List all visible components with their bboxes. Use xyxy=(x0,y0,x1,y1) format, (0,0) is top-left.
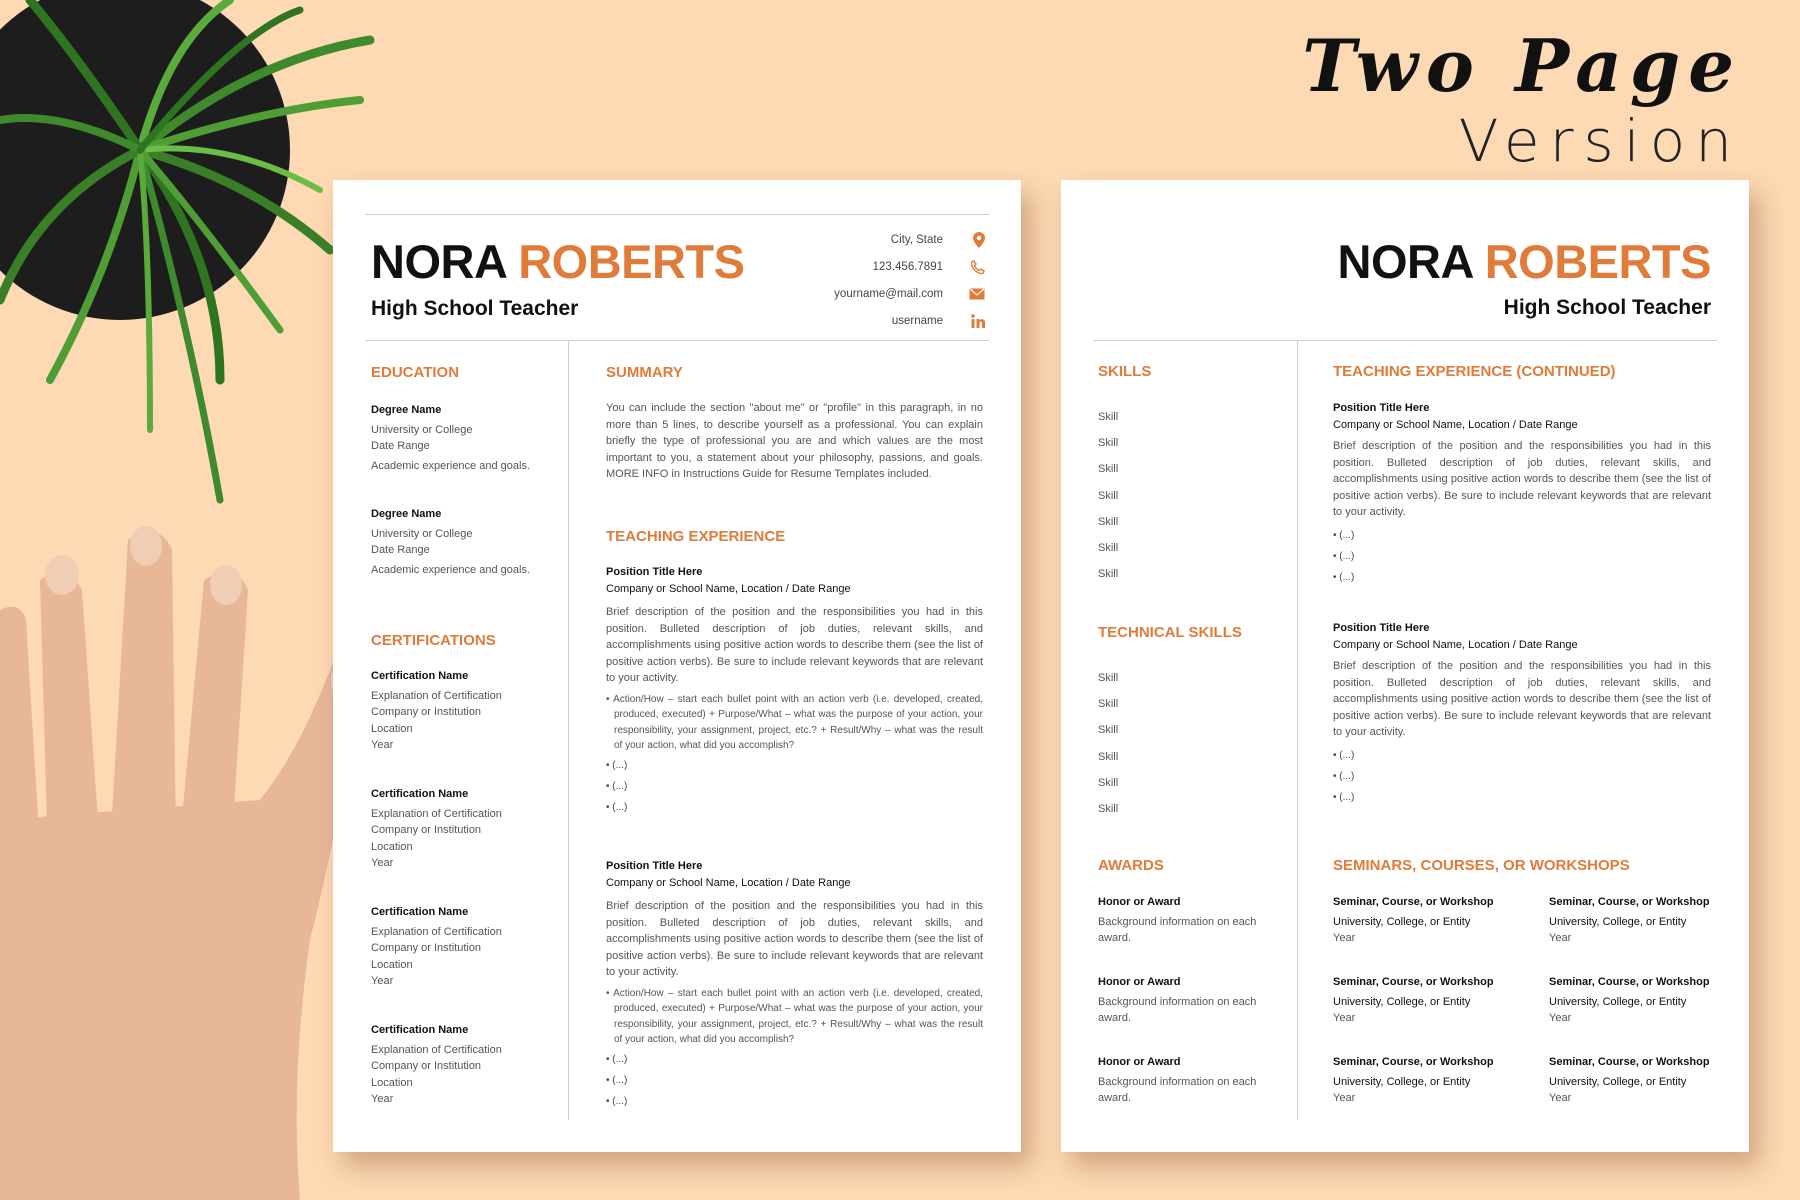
certification-company: Company or Institution xyxy=(371,942,482,954)
position-description: Brief description of the position and the responsibilities you had in this position. Bulleted description of job duties, relevant skills, and accomplishments using positive action words to describe them (see the list of positive action verbs). Be sure to include relevant keywords that are relevant to your activity. xyxy=(1333,660,1711,739)
certification-explanation: Explanation of Certification xyxy=(371,1043,502,1056)
seminar-item xyxy=(1549,974,1749,1027)
position-title: Position Title Here xyxy=(1333,402,1430,414)
resume-page-2 xyxy=(1061,180,1749,1152)
position-company: Company or School Name, Location / Date Range xyxy=(606,876,851,889)
certification-item xyxy=(371,904,561,990)
skill-item: Skill xyxy=(1098,463,1119,476)
certification-name: Certification Name xyxy=(371,906,469,918)
skill-item: Skill xyxy=(1098,698,1119,711)
technical-skills-heading: TECHNICAL SKILLS xyxy=(1098,624,1242,641)
contact-phone xyxy=(725,253,985,280)
seminar-org: University, College, or Entity xyxy=(1549,915,1687,928)
award-info: Background information on each award. xyxy=(1098,1075,1257,1104)
last-name: ROBERTS xyxy=(518,235,745,288)
position-title: Position Title Here xyxy=(606,860,703,872)
mail-icon xyxy=(959,288,985,300)
seminar-year: Year xyxy=(1549,1012,1572,1024)
certification-location: Location xyxy=(371,958,413,971)
education-notes: Academic experience and goals. xyxy=(371,459,530,472)
header-top-rule xyxy=(365,214,989,215)
position-bullet: • (...) xyxy=(606,1053,628,1065)
school-name: University or College xyxy=(371,423,473,436)
skills-heading: SKILLS xyxy=(1098,363,1152,380)
award-name: Honor or Award xyxy=(1098,976,1181,988)
award-item xyxy=(1098,974,1258,1027)
position-header xyxy=(1333,400,1711,433)
seminar-name: Seminar, Course, or Workshop xyxy=(1333,1056,1494,1068)
seminar-item xyxy=(1549,894,1749,947)
certification-name: Certification Name xyxy=(371,788,469,800)
position-bullet: • (...) xyxy=(606,801,628,813)
seminar-item xyxy=(1333,1054,1533,1107)
education-heading: EDUCATION xyxy=(371,364,460,381)
contact-block xyxy=(725,226,985,334)
contact-email[interactable] xyxy=(725,280,985,307)
first-name: NORA xyxy=(371,235,506,288)
award-item xyxy=(1098,1054,1258,1107)
certification-year: Year xyxy=(371,857,394,869)
position-bullet: • (...) xyxy=(606,780,628,792)
awards-heading: AWARDS xyxy=(1098,857,1164,874)
phone-icon xyxy=(959,260,985,274)
email-text[interactable]: yourname@mail.com xyxy=(834,287,943,300)
first-name: NORA xyxy=(1337,235,1473,288)
certification-year: Year xyxy=(371,1093,394,1105)
certification-location: Location xyxy=(371,1076,413,1089)
certification-name: Certification Name xyxy=(371,670,469,682)
skill-item: Skill xyxy=(1098,750,1119,763)
seminar-item xyxy=(1549,1054,1749,1107)
position-bullet: • (...) xyxy=(1333,750,1355,761)
certification-location: Location xyxy=(371,840,413,853)
seminar-name: Seminar, Course, or Workshop xyxy=(1333,896,1494,908)
award-name: Honor or Award xyxy=(1098,896,1181,908)
seminars-heading: SEMINARS, COURSES, OR WORKSHOPS xyxy=(1333,857,1630,874)
position-bullets xyxy=(606,986,983,1115)
skill-item: Skill xyxy=(1098,724,1119,737)
skill-item: Skill xyxy=(1098,542,1119,555)
position-company: Company or School Name, Location / Date Range xyxy=(606,582,851,595)
position-bullet: • (...) xyxy=(606,1095,628,1107)
seminar-year: Year xyxy=(1333,932,1356,944)
seminar-item xyxy=(1333,974,1533,1027)
certification-year: Year xyxy=(371,975,394,987)
position-bullet: • (...) xyxy=(1333,530,1355,541)
seminar-org: University, College, or Entity xyxy=(1549,995,1687,1008)
skill-item: Skill xyxy=(1098,568,1119,581)
certification-item xyxy=(371,786,561,872)
education-item xyxy=(371,402,561,474)
skill-item: Skill xyxy=(1098,776,1119,789)
certification-year: Year xyxy=(371,739,394,751)
position-header xyxy=(606,564,983,597)
education-notes: Academic experience and goals. xyxy=(371,563,530,576)
date-range: Date Range xyxy=(371,440,430,452)
certification-company: Company or Institution xyxy=(371,824,482,836)
position-bullet: • (...) xyxy=(1333,551,1355,562)
certification-explanation: Explanation of Certification xyxy=(371,807,502,820)
position-bullets xyxy=(1333,748,1354,811)
award-name: Honor or Award xyxy=(1098,1056,1181,1068)
position-bullet: • (...) xyxy=(1333,792,1355,803)
header-bottom-rule xyxy=(1093,340,1717,341)
seminar-org: University, College, or Entity xyxy=(1333,995,1471,1008)
linkedin-icon xyxy=(959,314,985,328)
plant-image xyxy=(0,0,380,520)
location-text: City, State xyxy=(890,233,943,246)
seminar-year: Year xyxy=(1549,932,1572,944)
certification-item xyxy=(371,668,561,754)
job-title: High School Teacher xyxy=(1503,296,1711,319)
position-company: Company or School Name, Location / Date Range xyxy=(1333,418,1578,431)
seminar-year: Year xyxy=(1549,1092,1572,1104)
position-bullet: • (...) xyxy=(606,1074,628,1086)
full-name xyxy=(371,235,745,288)
position-description: Brief description of the position and the responsibilities you had in this position. Bulleted description of job duties, relevant skills, and accomplishments using positive action words to describe them (see the list of positive action verbs). Be sure to include relevant keywords that are relevant to your activity. xyxy=(1333,440,1711,519)
skill-item: Skill xyxy=(1098,437,1119,450)
seminar-year: Year xyxy=(1333,1092,1356,1104)
technical-skills-list xyxy=(1098,665,1118,822)
position-bullets xyxy=(1333,528,1354,591)
certification-explanation: Explanation of Certification xyxy=(371,925,502,938)
degree-name: Degree Name xyxy=(371,404,442,416)
date-range: Date Range xyxy=(371,544,430,556)
last-name: ROBERTS xyxy=(1484,235,1711,288)
position-title: Position Title Here xyxy=(606,566,703,578)
skill-item: Skill xyxy=(1098,411,1119,423)
seminar-item xyxy=(1333,894,1533,947)
position-bullet: • (...) xyxy=(606,759,628,771)
education-item xyxy=(371,506,561,578)
award-info: Background information on each award. xyxy=(1098,915,1257,944)
seminar-name: Seminar, Course, or Workshop xyxy=(1549,1056,1710,1068)
location-pin-icon xyxy=(959,232,985,248)
seminar-year: Year xyxy=(1333,1012,1356,1024)
seminar-org: University, College, or Entity xyxy=(1549,1075,1687,1088)
certification-name: Certification Name xyxy=(371,1024,469,1036)
phone-text: 123.456.7891 xyxy=(872,260,943,273)
position-header xyxy=(1333,620,1711,653)
brand-line-1: Two Page xyxy=(1302,23,1742,108)
certification-company: Company or Institution xyxy=(371,1060,482,1072)
seminar-name: Seminar, Course, or Workshop xyxy=(1333,976,1494,988)
skill-item: Skill xyxy=(1098,803,1119,816)
job-title: High School Teacher xyxy=(371,297,579,320)
position-header xyxy=(606,858,983,891)
header-bottom-rule xyxy=(365,340,989,341)
summary-text: You can include the section "about me" or "profile" in this paragraph, in no more than 5 lines, to describe yourself as a professional. You can explain briefly the type of professional you are and which values are the most important to you, a statement about your philosophy, passions, and goals. MORE INFO in Instructions Guide for Resume Templates included. xyxy=(606,402,983,481)
column-divider xyxy=(1297,340,1298,1120)
position-bullet: • Action/How – start each bullet point with an action verb (i.e. developed, created, produced, executed) + Purpose/What – what was the purpose of your action, your responsibility, your assignment, project, etc.? + Result/Why – what was the result of your action, what did you accomplish? xyxy=(606,988,983,1046)
skill-item: Skill xyxy=(1098,672,1119,684)
seminar-name: Seminar, Course, or Workshop xyxy=(1549,896,1710,908)
position-description: Brief description of the position and the responsibilities you had in this position. Bulleted description of job duties, relevant skills, and accomplishments using positive action words to describe them (see the list of positive action verbs). Be sure to include relevant keywords that are relevant to your activity. xyxy=(606,900,983,979)
certification-explanation: Explanation of Certification xyxy=(371,689,502,702)
brand-title xyxy=(1302,23,1742,175)
linkedin-text[interactable]: username xyxy=(891,314,943,327)
certifications-heading: CERTIFICATIONS xyxy=(371,632,496,649)
certification-item xyxy=(371,1022,561,1108)
seminar-org: University, College, or Entity xyxy=(1333,1075,1471,1088)
award-item xyxy=(1098,894,1258,947)
full-name xyxy=(1337,235,1712,288)
certification-company: Company or Institution xyxy=(371,706,482,718)
column-divider xyxy=(568,340,569,1120)
summary-heading: SUMMARY xyxy=(606,364,683,381)
position-bullet: • (...) xyxy=(1333,771,1355,782)
skills-list xyxy=(1098,404,1118,587)
degree-name: Degree Name xyxy=(371,508,442,520)
certification-location: Location xyxy=(371,722,413,735)
position-description: Brief description of the position and the responsibilities you had in this position. Bulleted description of job duties, relevant skills, and accomplishments using positive action words to describe them (see the list of positive action verbs). Be sure to include relevant keywords that are relevant to your activity. xyxy=(606,606,983,685)
school-name: University or College xyxy=(371,527,473,540)
contact-location xyxy=(725,226,985,253)
brand-line-2: Version xyxy=(1458,107,1742,175)
hand-image xyxy=(0,520,380,1200)
position-bullets xyxy=(606,692,983,821)
position-bullet: • (...) xyxy=(1333,572,1355,583)
resume-page-1 xyxy=(333,180,1021,1152)
skill-item: Skill xyxy=(1098,515,1119,528)
award-info: Background information on each award. xyxy=(1098,995,1257,1024)
position-company: Company or School Name, Location / Date Range xyxy=(1333,638,1578,651)
seminar-org: University, College, or Entity xyxy=(1333,915,1471,928)
seminar-name: Seminar, Course, or Workshop xyxy=(1549,976,1710,988)
teaching-continued-heading: TEACHING EXPERIENCE (CONTINUED) xyxy=(1333,363,1616,380)
position-bullet: • Action/How – start each bullet point with an action verb (i.e. developed, created, produced, executed) + Purpose/What – what was the purpose of your action, your responsibility, your assignment, project, etc.? + Result/Why – what was the result of your action, what did you accomplish? xyxy=(606,694,983,752)
contact-linkedin[interactable] xyxy=(725,307,985,334)
position-title: Position Title Here xyxy=(1333,622,1430,634)
teaching-heading: TEACHING EXPERIENCE xyxy=(606,528,786,545)
skill-item: Skill xyxy=(1098,489,1119,502)
